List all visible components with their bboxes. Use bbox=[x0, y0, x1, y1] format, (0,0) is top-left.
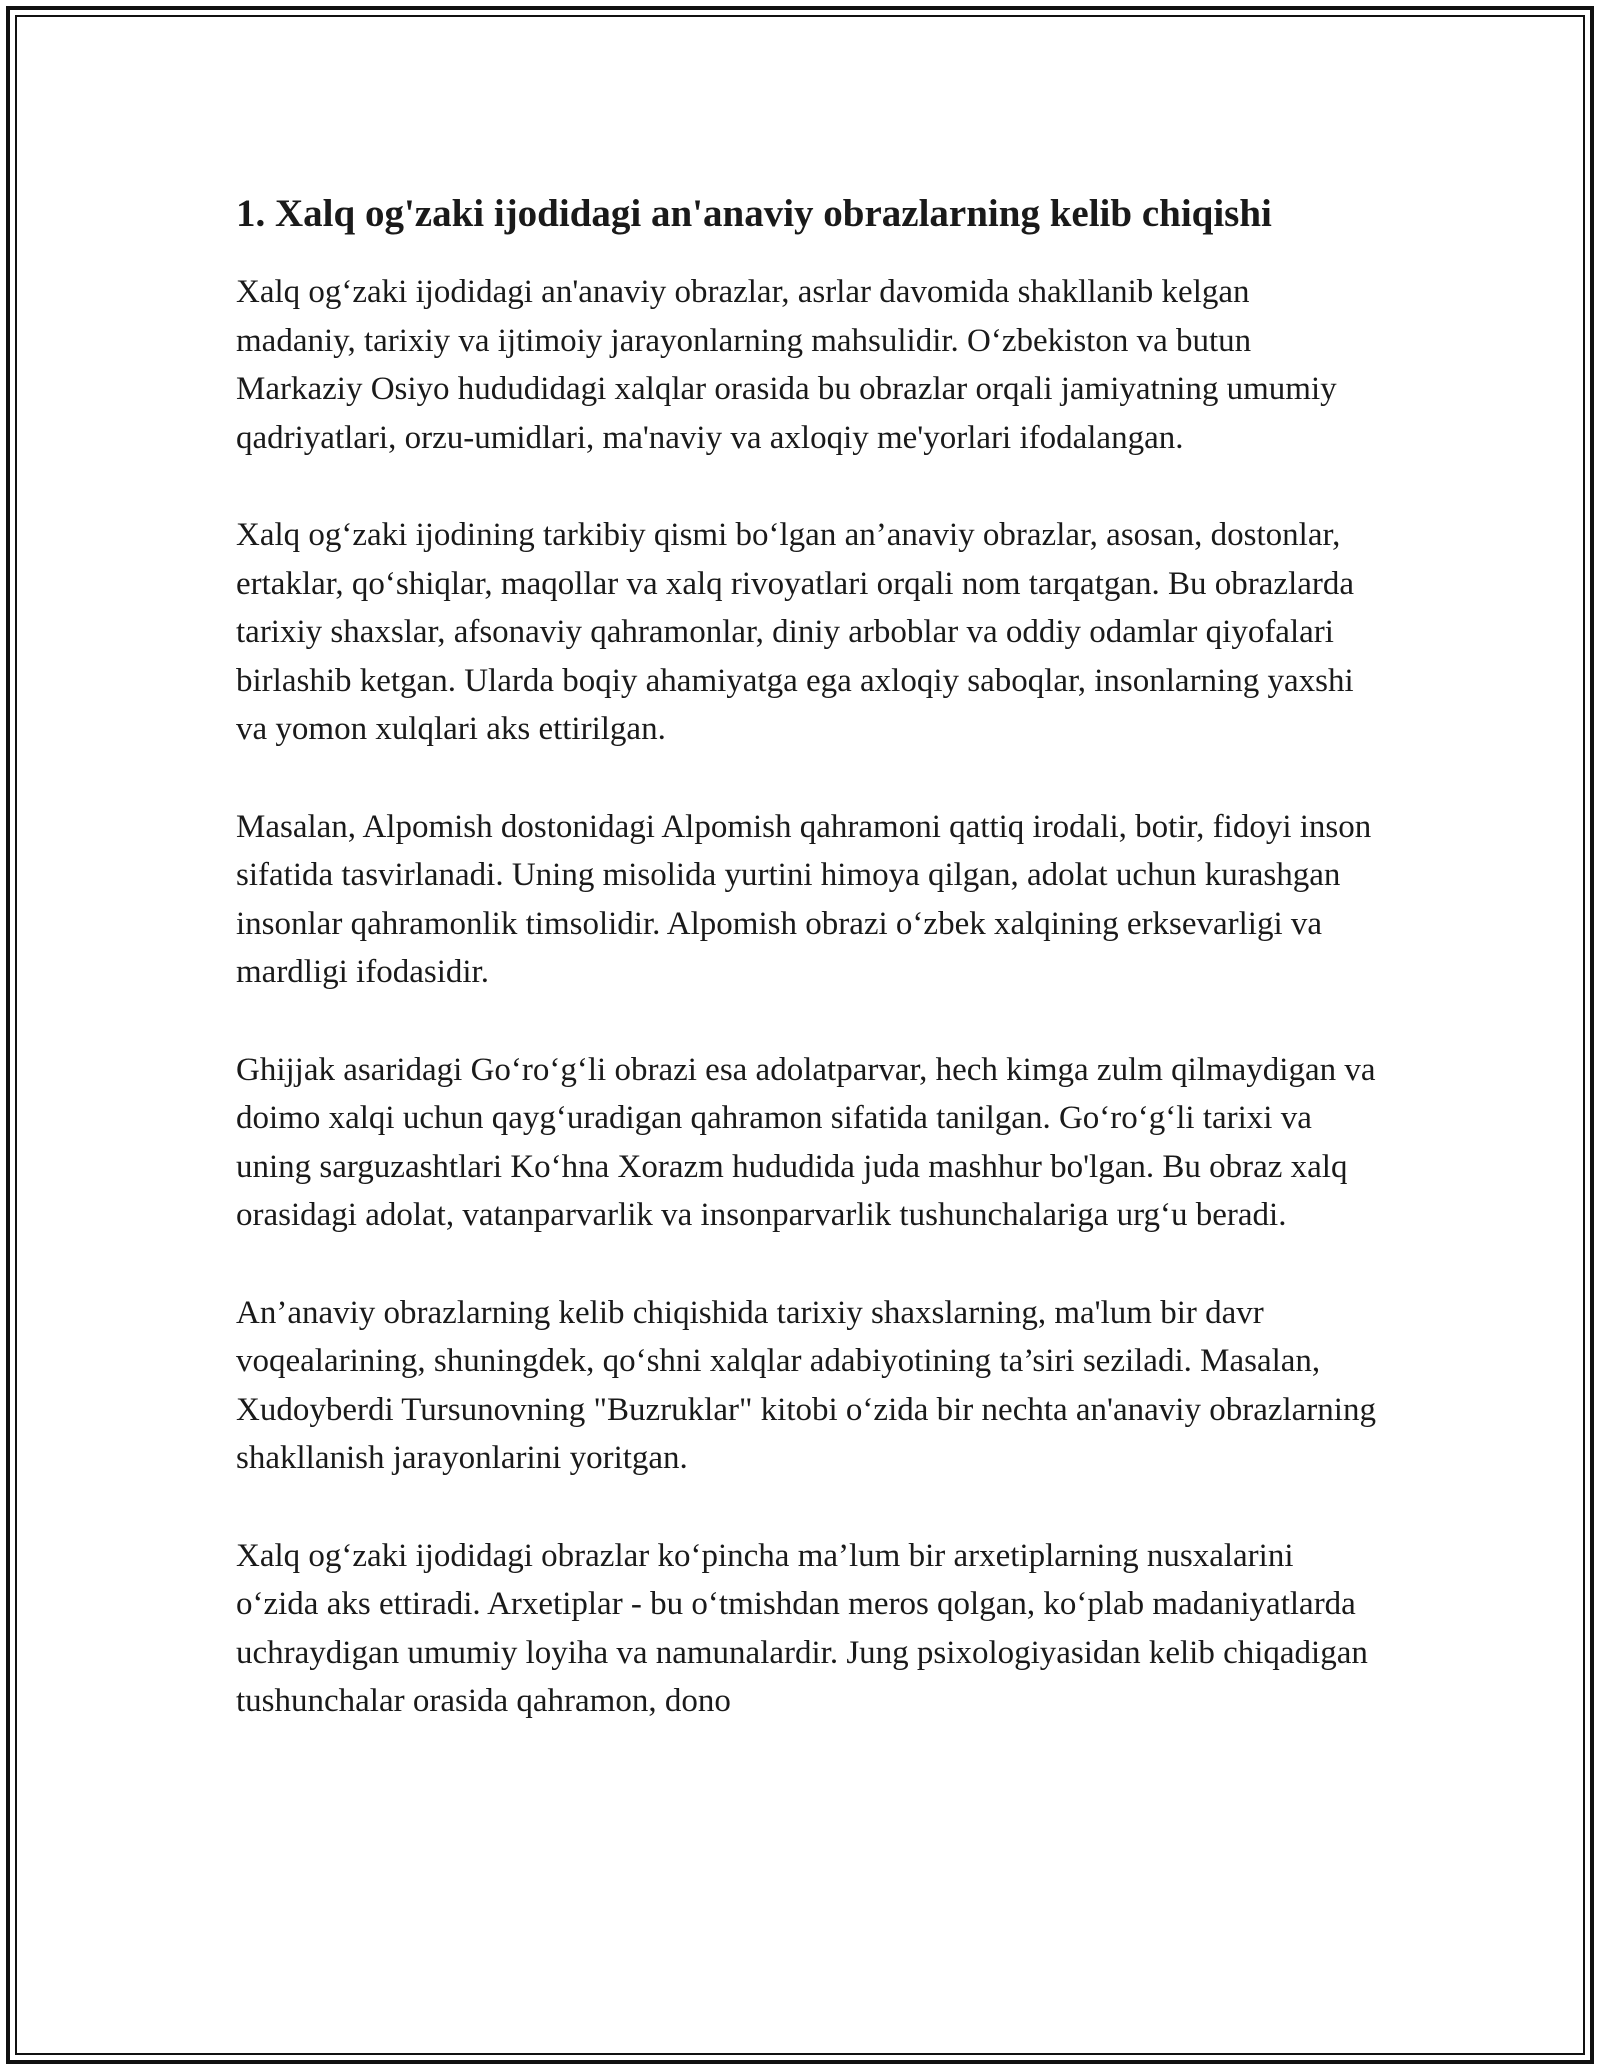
section-heading: 1. Xalq og'zaki ijodidagi an'anaviy obrazlarning kelib chiqishi bbox=[236, 192, 1272, 235]
paragraph-3: Masalan, Alpomish dostonidagi Alpomish qahramoni qattiq irodali, botir, fidoyi inson sifatida tasvirlanadi. Uning misolida yurtini himoya qilgan, adolat uchun kurashgan insonlar qahramonlik timsolidir. Alpomish obrazi o‘zbek xalqining erksevarligi va mardligi ifodasidir. bbox=[236, 808, 1372, 990]
paragraph-6: Xalq og‘zaki ijodidagi obrazlar ko‘pincha ma’lum bir arxetiplarning nusxalarini o‘zida aks ettiradi. Arxetiplar - bu o‘tmishdan meros qolgan, ko‘plab madaniyatlarda uchraydigan umumiy loyiha va namunalardir. Jung psixologiyasidan kelib chiqadigan tushunchalar orasida qahramon, dono bbox=[236, 1537, 1368, 1719]
paragraph-4: Ghijjak asaridagi Go‘ro‘g‘li obrazi esa adolatparvar, hech kimga zulm qilmaydigan va doimo xalqi uchun qayg‘uradigan qahramon sifatida tanilgan. Go‘ro‘g‘li tarixi va uning sarguzashtlari Ko‘hna Xorazm hududida juda mashhur bo'lgan. Bu obraz xalq orasidagi adolat, vatanparvarlik va insonparvarlik tushunchalariga urg‘u beradi. bbox=[236, 1051, 1376, 1233]
paragraph-2: Xalq og‘zaki ijodining tarkibiy qismi bo‘lgan an’anaviy obrazlar, asosan, dostonlar, ertaklar, qo‘shiqlar, maqollar va xalq rivoyatlari orqali nom tarqatgan. Bu obrazlarda tarixiy shaxslar, afsonaviy qahramonlar, diniy arboblar va oddiy odamlar qiyofalari birlashib ketgan. Ularda boqiy ahamiyatga ega axloqiy saboqlar, insonlarning yaxshi va yomon xulqlari aks ettirilgan. bbox=[236, 517, 1355, 747]
document-body bbox=[236, 186, 1376, 1726]
paragraph-1: Xalq og‘zaki ijodidagi an'anaviy obrazlar, asrlar davomida shakllanib kelgan madaniy, tarixiy va ijtimoiy jarayonlarning mahsulidir. O‘zbekiston va butun Markaziy Osiyo hududidagi xalqlar orasida bu obrazlar orqali jamiyatning umumiy qadriyatlari, orzu-umidlari, ma'naviy va axloqiy me'yorlari ifodalangan. bbox=[236, 274, 1337, 456]
paragraph-5: An’anaviy obrazlarning kelib chiqishida tarixiy shaxslarning, ma'lum bir davr voqealarining, shuningdek, qo‘shni xalqlar adabiyotining ta’siri seziladi. Masalan, Xudoyberdi Tursunovning "Buzruklar" kitobi o‘zida bir nechta an'anaviy obrazlarning shakllanish jarayonlarini yoritgan. bbox=[236, 1294, 1376, 1476]
